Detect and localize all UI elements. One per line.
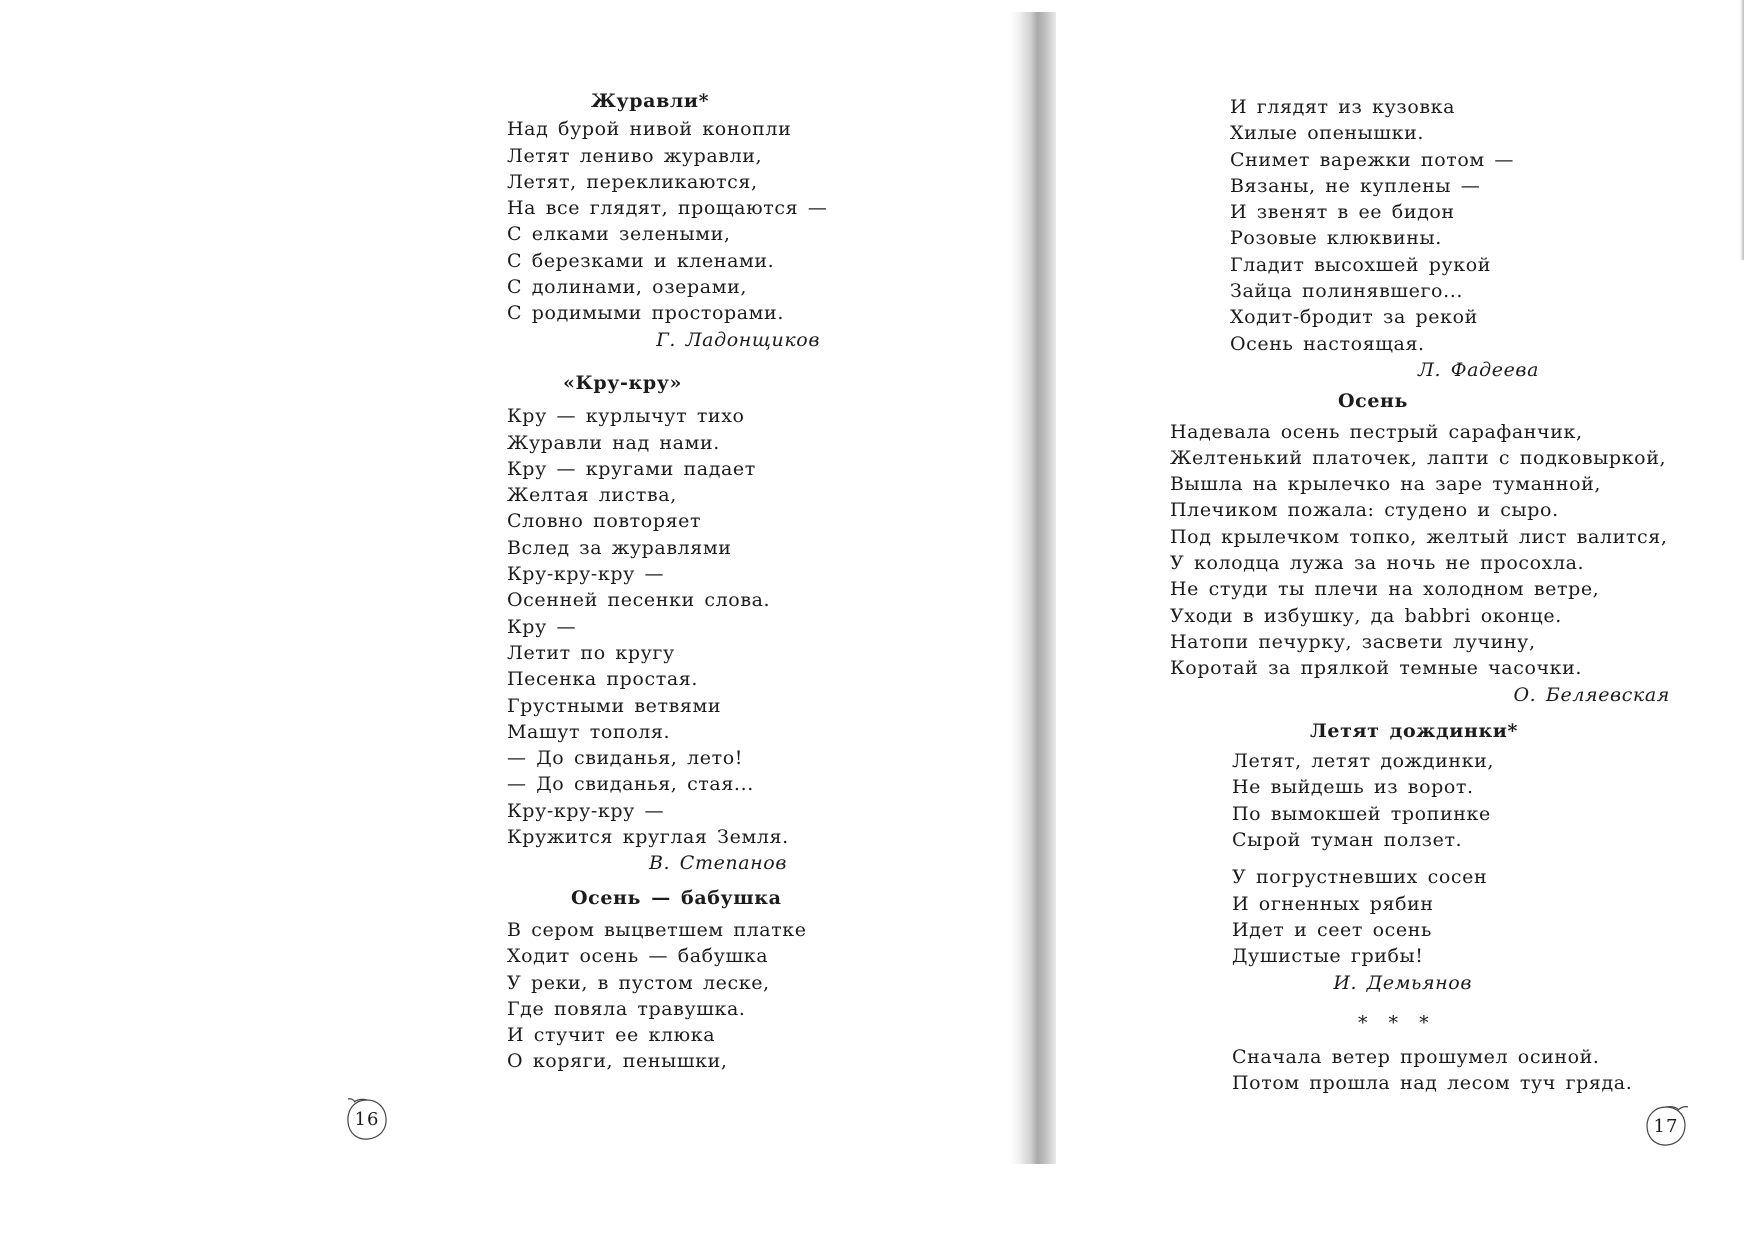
- poem-line: Осенней песенки слова.: [507, 589, 771, 612]
- page-number-right: [1643, 1103, 1689, 1149]
- poem-line: Вышла на крылечко на заре туманной,: [1170, 473, 1602, 496]
- book-fold-shadow: [1010, 12, 1056, 1164]
- poem-line: Коротай за прялкой темные часочки.: [1170, 657, 1583, 680]
- poem-line: Машут тополя.: [507, 720, 671, 743]
- poem-line: У погрустневших сосен: [1232, 866, 1488, 889]
- poem-line: Кру —: [507, 615, 577, 638]
- poem-separator-stars: * * *: [1358, 1011, 1435, 1034]
- right-page-text: [1170, 94, 1690, 1097]
- poem-line: Осень настоящая.: [1230, 332, 1425, 355]
- poem-line: И огненных рябин: [1232, 892, 1434, 915]
- poem-line: Грустными ветвями: [507, 694, 722, 717]
- poem-line: — До свиданья, лето!: [507, 747, 743, 770]
- poem-line: Сырой туман ползет.: [1232, 829, 1463, 852]
- poem-line: Песенка простая.: [507, 668, 698, 691]
- poem-line: Уходи в избушку, да babbri оконце.: [1170, 604, 1562, 627]
- poem-line: С родимыми просторами.: [507, 302, 784, 325]
- poem-line: И глядят из кузовка: [1230, 96, 1456, 118]
- poem-title-letyat-dozhdinki: Летят дождинки*: [1310, 719, 1519, 742]
- poem-line: Не выйдешь из ворот.: [1232, 776, 1474, 799]
- poem-line: Снимет варежки потом —: [1230, 148, 1514, 171]
- poem-line: Над бурой нивой конопли: [507, 118, 792, 141]
- poem-author: О. Беляевская: [1513, 683, 1670, 706]
- poem-author: И. Демьянов: [1333, 971, 1472, 994]
- poem-line: И стучит ее клюка: [507, 1024, 716, 1047]
- poem-line: Летят, перекликаются,: [507, 170, 758, 193]
- poem-line: Вслед за журавлями: [507, 536, 732, 559]
- poem-line: Словно повторяет: [507, 510, 702, 533]
- poem-line: Желтая листва,: [507, 484, 677, 507]
- poem-line: Где повяла травушка.: [507, 997, 746, 1020]
- poem-line: Летят лениво журавли,: [507, 144, 763, 167]
- poem-line: Летят, летят дождинки,: [1232, 750, 1494, 773]
- poem-line: Кру — курлычут тихо: [507, 405, 745, 428]
- poem-stanza: [1170, 748, 1690, 853]
- poem-line: Не студи ты плечи на холодном ветре,: [1170, 578, 1600, 601]
- poem-line: Натопи печурку, засвети лучину,: [1170, 630, 1536, 653]
- poem-line: Надевала осень пестрый сарафанчик,: [1170, 420, 1583, 443]
- poem-line: Душистые грибы!: [1232, 945, 1424, 968]
- poem-line: На все глядят, прощаются —: [507, 197, 828, 220]
- poem-title-osen: Осень: [1338, 390, 1409, 413]
- poem-author: Г. Ладонщиков: [656, 328, 820, 351]
- poem-line: Кру-кру-кру —: [507, 563, 665, 586]
- poem-stanza: [1170, 864, 1690, 995]
- poem-stanza: [1170, 1044, 1690, 1097]
- poem-line: Под крылечком топко, желтый лист валится,: [1170, 525, 1668, 548]
- page-number-text: 17: [1653, 1115, 1679, 1137]
- poem-author: Л. Фадеева: [1418, 358, 1539, 381]
- poem-line: Розовые клюквины.: [1230, 227, 1442, 250]
- poem-line: Кру-кру-кру —: [507, 799, 665, 822]
- poem-line: Сначала ветер прошумел осиной.: [1232, 1046, 1600, 1069]
- poem-title-zhuravli: Журавли*: [591, 90, 710, 112]
- poem-line: С елками зелеными,: [507, 223, 731, 246]
- poem-line: У колодца лужа за ночь не просохла.: [1170, 552, 1585, 575]
- poem-line: Журавли над нами.: [507, 431, 720, 454]
- poem-line: Ходит-бродит за рекой: [1230, 306, 1478, 329]
- poem-title-osen-babushka: Осень — бабушка: [571, 886, 782, 909]
- poem-line: И звенят в ее бидон: [1230, 201, 1455, 224]
- poem-line: У реки, в пустом леске,: [507, 971, 770, 994]
- poem-line: Кружится круглая Земля.: [507, 826, 789, 849]
- poem-line: С долинами, озерами,: [507, 276, 747, 299]
- page-edge-shadow: [1740, 0, 1744, 260]
- poem-line: Кру — кругами падает: [507, 457, 756, 480]
- poem-line: Идет и сеет осень: [1232, 918, 1432, 941]
- poem-line: В сером выцветшем платке: [507, 918, 807, 941]
- poem-line: Хилые опенышки.: [1230, 122, 1425, 145]
- poem-line: — До свиданья, стая...: [507, 773, 754, 796]
- page-number-left: [344, 1096, 390, 1142]
- poem-line: Плечиком пожала: студено и сыро.: [1170, 499, 1559, 522]
- poem-line: С березками и кленами.: [507, 249, 775, 272]
- poem-line: О коряги, пенышки,: [507, 1050, 728, 1073]
- poem-line: Ходит осень — бабушка: [507, 945, 769, 968]
- left-page-text: [507, 88, 887, 1075]
- poem-line: Желтенький платочек, лапти с подковыркой,: [1170, 446, 1667, 469]
- poem-continuation: [1170, 94, 1690, 383]
- poem-author: В. Степанов: [648, 852, 787, 875]
- page-number-text: 16: [354, 1108, 380, 1130]
- poem-line: Вязаны, не куплены —: [1230, 174, 1481, 197]
- poem-line: По вымокшей тропинке: [1232, 802, 1491, 825]
- poem-title-kru-kru: «Кру-кру»: [563, 371, 682, 394]
- poem-line: Гладит высохшей рукой: [1230, 253, 1492, 276]
- poem-line: Зайца полинявшего...: [1230, 280, 1464, 303]
- poem-line: Потом прошла над лесом туч гряда.: [1232, 1072, 1633, 1095]
- poem-line: Летит по кругу: [507, 641, 675, 664]
